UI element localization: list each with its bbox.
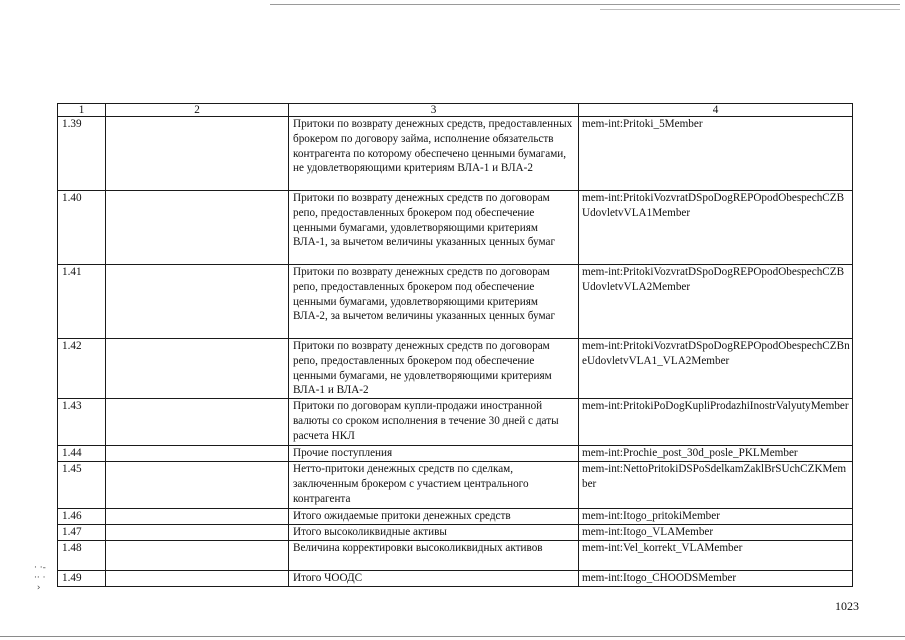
row-description: Величина корректировки высоколиквидных активов xyxy=(289,541,579,571)
row-number: 1.42 xyxy=(58,339,106,399)
document-table-container xyxy=(57,103,852,587)
row-code: mem-int:PritokiVozvratDSpoDogREPOpodObespechCZBUdovletvVLA2Member xyxy=(579,265,853,339)
top-rule-secondary xyxy=(600,9,900,10)
row-name xyxy=(106,191,289,265)
row-code: mem-int:Pritoki_5Member xyxy=(579,117,853,191)
bottom-rule xyxy=(0,636,905,637)
row-code: mem-int:Vel_korrekt_VLAMember xyxy=(579,541,853,571)
row-number: 1.43 xyxy=(58,399,106,446)
row-code: mem-int:PritokiPoDogKupliProdazhiInostrValyutyMember xyxy=(579,399,853,446)
row-name xyxy=(106,525,289,541)
row-code: mem-int:NettoPritokiDSPoSdelkamZaklBrSUchCZKMember xyxy=(579,462,853,509)
header-row xyxy=(58,104,853,117)
row-description: Притоки по возврату денежных средств по договорам репо, предоставленных брокером под обеспечение ценными бумагами, не удовлетворяющими критериям ВЛА-1 и ВЛА-2 xyxy=(289,339,579,399)
document-table xyxy=(57,103,853,587)
row-description: Притоки по возврату денежных средств по договорам репо, предоставленных брокером под обеспечение ценными бумагами, удовлетворяющими критериям ВЛА-1, за вычетом величины указанных ценных бумаг xyxy=(289,191,579,265)
row-description: Притоки по возврату денежных средств по договорам репо, предоставленных брокером под обеспечение ценными бумагами, удовлетворяющими критериям ВЛА-2, за вычетом величины указанных ценных бумаг xyxy=(289,265,579,339)
row-code: mem-int:Itogo_CHOODSMember xyxy=(579,571,853,587)
row-description: Итого ЧООДС xyxy=(289,571,579,587)
row-description: Нетто-притоки денежных средств по сделкам, заключенным брокером с участием центрального контрагента xyxy=(289,462,579,509)
table-row xyxy=(58,117,853,191)
table-row xyxy=(58,265,853,339)
table-row xyxy=(58,339,853,399)
top-rule xyxy=(270,4,900,5)
row-name xyxy=(106,446,289,462)
row-number: 1.39 xyxy=(58,117,106,191)
row-description: Итого высоколиквидные активы xyxy=(289,525,579,541)
table-row xyxy=(58,509,853,525)
page-number: 1023 xyxy=(835,599,859,613)
row-code: mem-int:PritokiVozvratDSpoDogREPOpodObespechCZBUdovletvVLA1Member xyxy=(579,191,853,265)
row-number: 1.45 xyxy=(58,462,106,509)
row-name xyxy=(106,117,289,191)
row-description: Прочие поступления xyxy=(289,446,579,462)
row-description: Итого ожидаемые притоки денежных средств xyxy=(289,509,579,525)
row-code: mem-int:Itogo_pritokiMember xyxy=(579,509,853,525)
header-col-4: 4 xyxy=(579,104,853,117)
row-number: 1.40 xyxy=(58,191,106,265)
table-row xyxy=(58,462,853,509)
table-row xyxy=(58,571,853,587)
row-number: 1.41 xyxy=(58,265,106,339)
row-description: Притоки по возврату денежных средств, предоставленных брокером по договору займа, исполнение обязательств контрагента по которому обеспечено ценными бумагами, не удовлетворяющими критериям ВЛА-1 и ВЛА-2 xyxy=(289,117,579,191)
header-col-1: 1 xyxy=(58,104,106,117)
table-row xyxy=(58,191,853,265)
table-row xyxy=(58,541,853,571)
row-name xyxy=(106,541,289,571)
table-row xyxy=(58,446,853,462)
row-number: 1.48 xyxy=(58,541,106,571)
row-description: Притоки по договорам купли-продажи иностранной валюты со сроком исполнения в течение 30 дней с даты расчета НКЛ xyxy=(289,399,579,446)
row-number: 1.44 xyxy=(58,446,106,462)
row-name xyxy=(106,265,289,339)
row-code: mem-int:Prochie_post_30d_posle_PKLMember xyxy=(579,446,853,462)
row-name xyxy=(106,399,289,446)
row-name xyxy=(106,509,289,525)
row-name xyxy=(106,339,289,399)
header-col-2: 2 xyxy=(106,104,289,117)
header-col-3: 3 xyxy=(289,104,579,117)
row-number: 1.49 xyxy=(58,571,106,587)
row-name xyxy=(106,462,289,509)
row-name xyxy=(106,571,289,587)
margin-marks: · ·- ·· · › xyxy=(34,563,46,593)
row-number: 1.46 xyxy=(58,509,106,525)
table-row xyxy=(58,399,853,446)
row-number: 1.47 xyxy=(58,525,106,541)
row-code: mem-int:PritokiVozvratDSpoDogREPOpodObespechCZBneUdovletvVLA1_VLA2Member xyxy=(579,339,853,399)
table-row xyxy=(58,525,853,541)
row-code: mem-int:Itogo_VLAMember xyxy=(579,525,853,541)
